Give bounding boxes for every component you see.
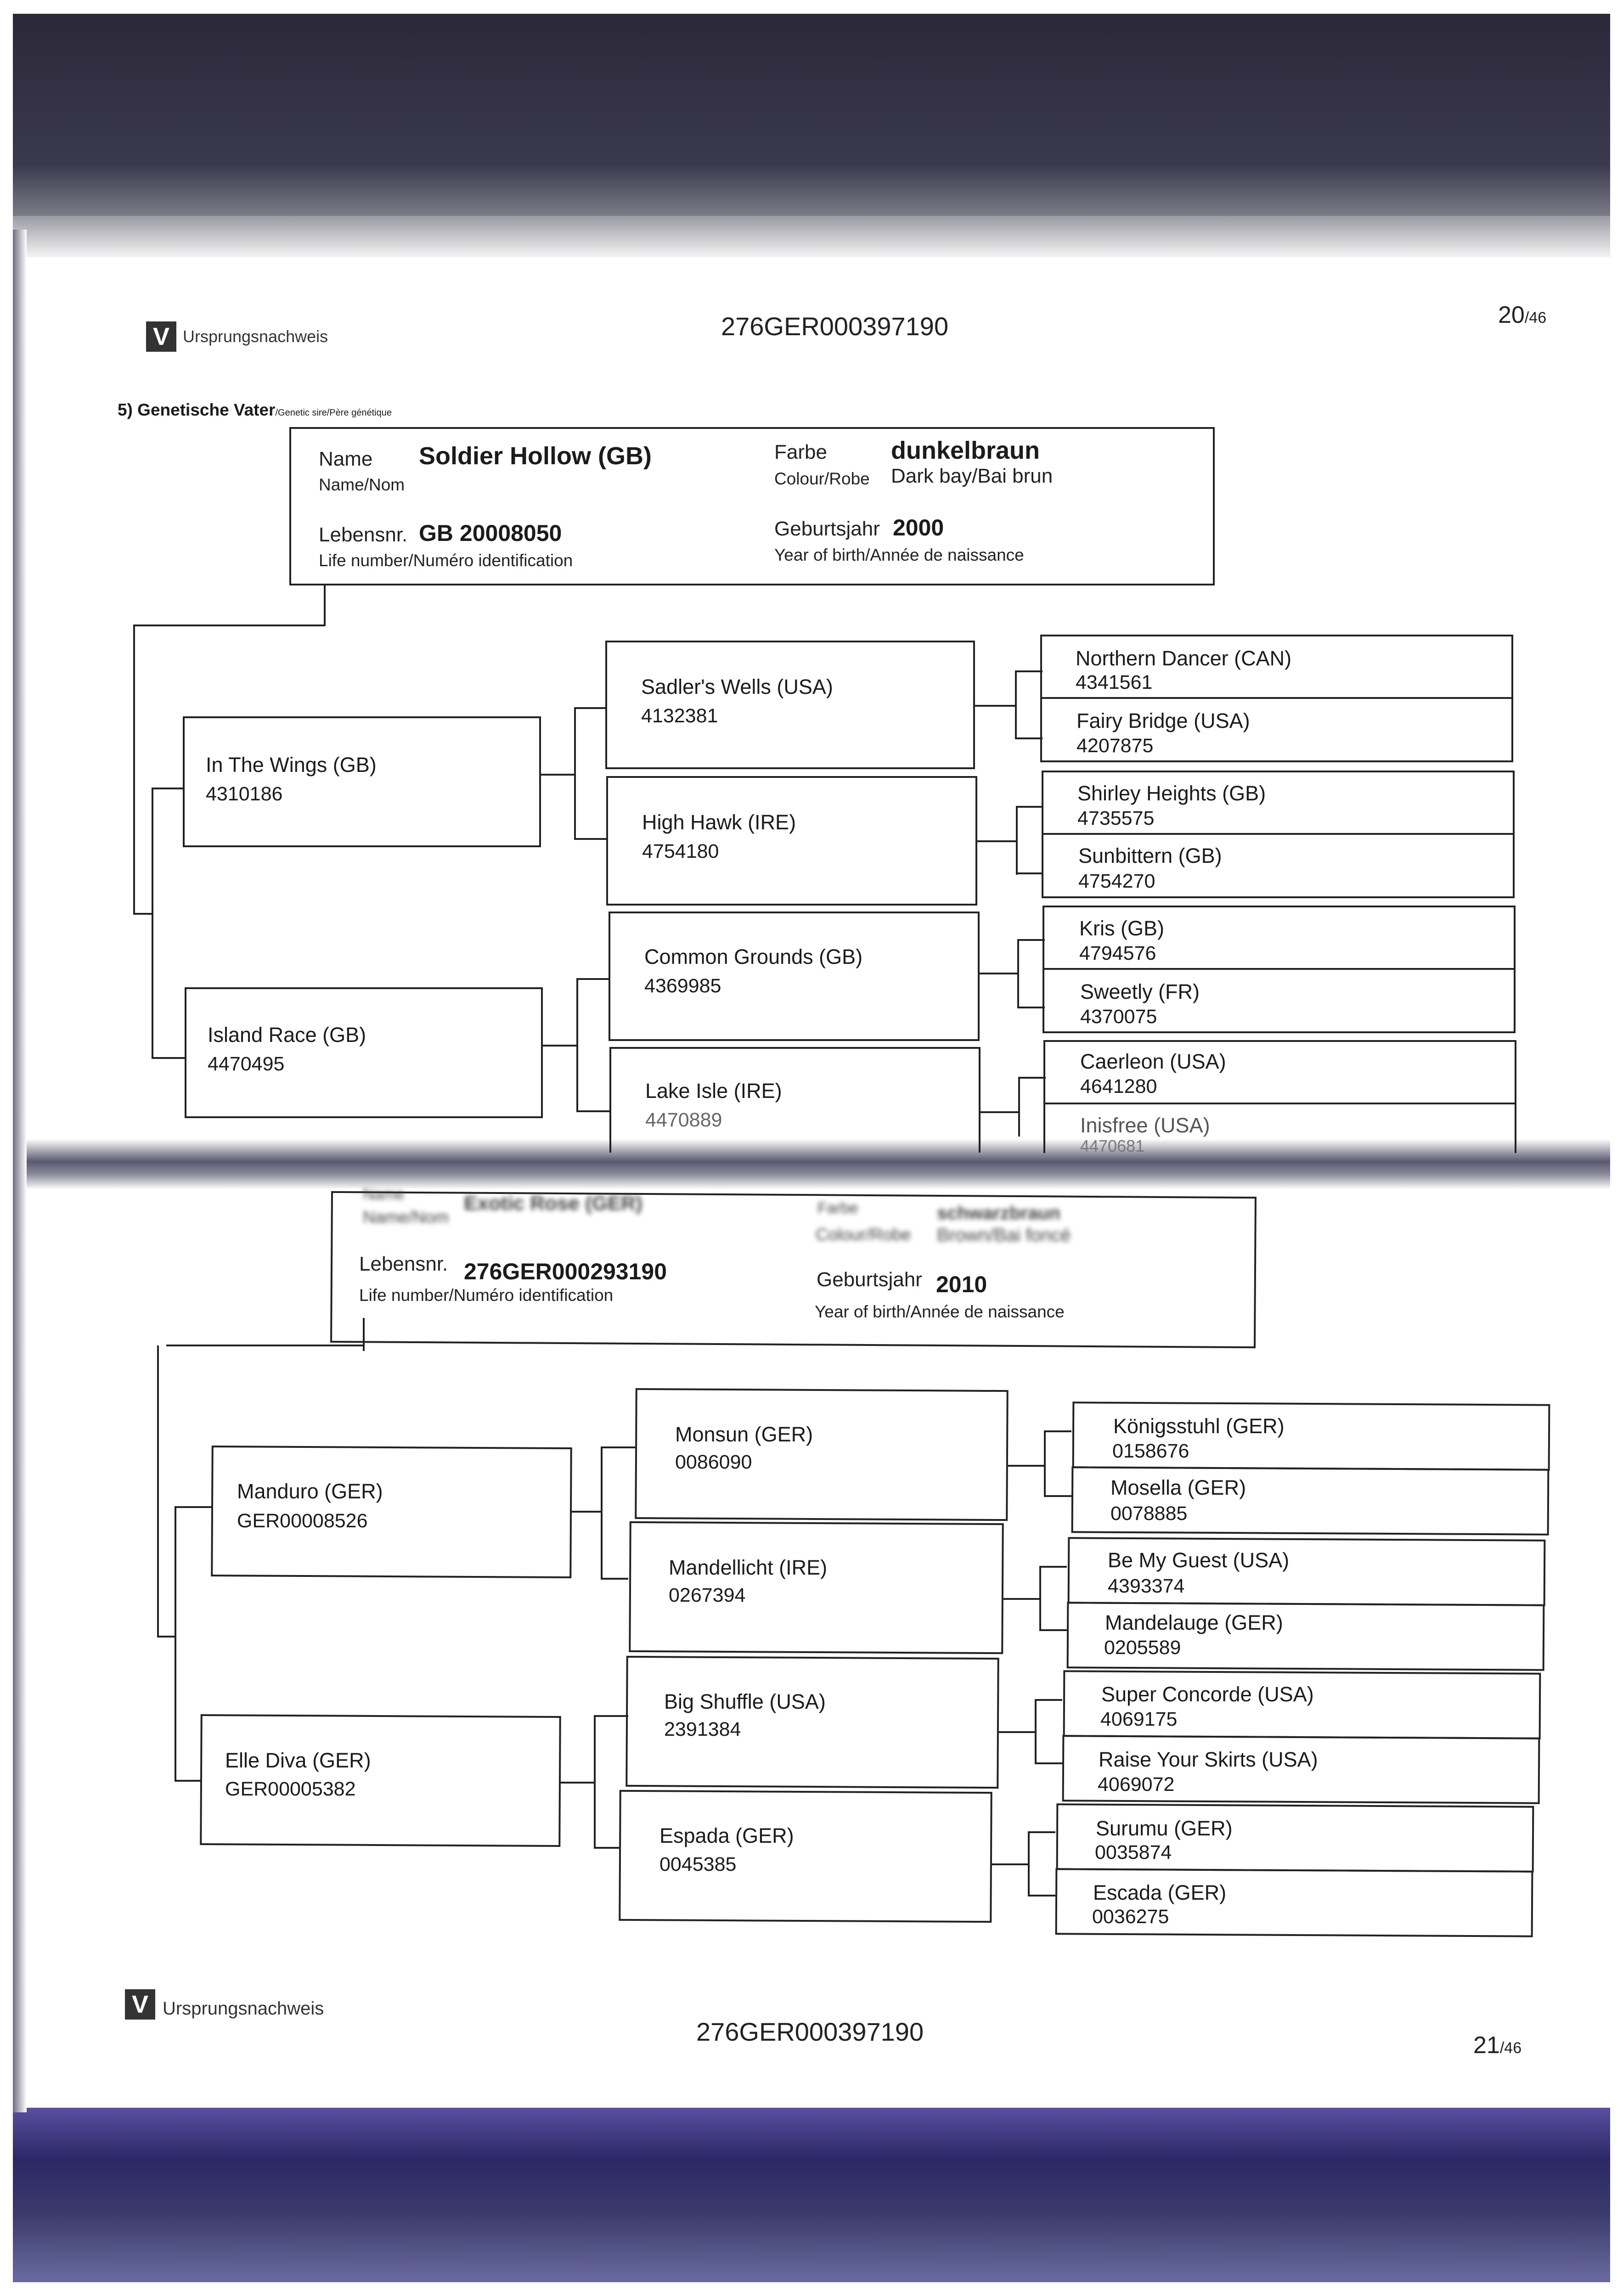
section-heading-main: 5) Genetische Vater bbox=[118, 400, 276, 419]
tree-line bbox=[157, 1345, 159, 1637]
dam-great-grandparent-number: 4069072 bbox=[1098, 1773, 1175, 1795]
sire-parent-number: 4470495 bbox=[208, 1053, 285, 1075]
sire-parent-name: Island Race (GB) bbox=[208, 1023, 366, 1047]
tree-line bbox=[1039, 1566, 1067, 1568]
tree-line bbox=[1008, 1465, 1046, 1467]
tree-line bbox=[574, 707, 576, 839]
sire-life-number: GB 20008050 bbox=[419, 520, 562, 546]
tree-line bbox=[1044, 1430, 1071, 1432]
tree-line bbox=[1018, 1077, 1020, 1137]
tree-line bbox=[601, 1578, 628, 1580]
sire-great-grandparent-name: Caerleon (USA) bbox=[1080, 1050, 1226, 1073]
dam-grandparent-number: 0267394 bbox=[669, 1584, 746, 1606]
sire-grandparent-number: 4132381 bbox=[641, 705, 718, 727]
tree-line bbox=[324, 585, 326, 626]
tree-line bbox=[175, 1506, 176, 1782]
tree-line bbox=[152, 788, 153, 1058]
tree-line bbox=[1015, 670, 1043, 672]
tree-line bbox=[576, 1110, 609, 1112]
sire-great-grandparent-name: Northern Dancer (CAN) bbox=[1076, 647, 1292, 670]
dam-parent-number: GER00008526 bbox=[237, 1510, 368, 1532]
tree-line bbox=[574, 838, 607, 840]
sire-great-grandparent-number: 4341561 bbox=[1076, 671, 1153, 693]
tree-line bbox=[175, 1506, 212, 1508]
dam-birth-label-sub: Year of birth/Année de naissance bbox=[815, 1302, 1065, 1321]
sire-parent-number: 4310186 bbox=[206, 783, 283, 805]
sire-great-grandparent-number: 4754270 bbox=[1078, 870, 1155, 892]
dam-great-grandparent-name: Mandelauge (GER) bbox=[1105, 1611, 1283, 1634]
dam-birth-year: 2010 bbox=[936, 1272, 987, 1297]
dam-grandparent-name: Mandellicht (IRE) bbox=[669, 1556, 828, 1579]
sire-name-label-sub: Name/Nom bbox=[319, 475, 405, 494]
tree-line bbox=[980, 973, 1019, 974]
sire-life-label: Lebensnr. bbox=[319, 523, 408, 546]
dam-life-label-sub: Life number/Numéro identification bbox=[359, 1286, 614, 1305]
tree-line bbox=[1017, 1007, 1045, 1008]
tree-line bbox=[999, 1731, 1037, 1733]
page-number-value: 21 bbox=[1473, 2032, 1500, 2059]
tree-line bbox=[1003, 1598, 1041, 1600]
tree-line bbox=[133, 913, 152, 915]
dam-name: Exotic Rose (GER) bbox=[464, 1192, 642, 1215]
sire-name-label: Name bbox=[319, 448, 373, 470]
dam-great-grandparent-number: 0078885 bbox=[1110, 1503, 1188, 1525]
dam-colour-en: Brown/Bai foncé bbox=[937, 1225, 1071, 1245]
tree-line bbox=[1028, 1831, 1055, 1833]
tree-line bbox=[152, 788, 184, 789]
tree-line bbox=[975, 705, 1016, 707]
tree-line bbox=[977, 840, 1017, 842]
sire-great-grandparent-name: Fairy Bridge (USA) bbox=[1076, 709, 1250, 732]
dam-life-label: Lebensnr. bbox=[359, 1253, 448, 1275]
sire-grandparent-name: Lake Isle (IRE) bbox=[645, 1079, 782, 1103]
dam-name-label-sub: Name/Nom bbox=[363, 1208, 449, 1227]
sire-great-grandparent-name: Sunbittern (GB) bbox=[1078, 844, 1222, 867]
dam-great-grandparent-number: 0036275 bbox=[1092, 1906, 1169, 1928]
sire-birth-label-sub: Year of birth/Année de naissance bbox=[774, 546, 1024, 564]
sire-birth-label: Geburtsjahr bbox=[774, 518, 880, 540]
sire-grandparent-name: Common Grounds (GB) bbox=[644, 945, 863, 968]
tree-line bbox=[1039, 1629, 1067, 1631]
scanner-bottom-band bbox=[13, 2108, 1610, 2282]
sire-parent-name: In The Wings (GB) bbox=[206, 753, 377, 777]
page-top-edge bbox=[13, 216, 1610, 257]
dam-parent-number: GER00005382 bbox=[225, 1778, 356, 1800]
dam-colour: schwarzbraun bbox=[937, 1203, 1060, 1223]
document-number-bottom: 276GER000397190 bbox=[696, 2017, 924, 2046]
tree-line bbox=[1016, 806, 1018, 875]
dam-grandparent-name: Monsun (GER) bbox=[675, 1423, 813, 1446]
dam-birth-label: Geburtsjahr bbox=[817, 1268, 922, 1291]
tree-line bbox=[1035, 1699, 1062, 1701]
tree-line bbox=[1044, 1495, 1071, 1497]
tree-line bbox=[543, 1045, 577, 1047]
sire-parent-box bbox=[183, 716, 541, 847]
sire-grandparent-number: 4470889 bbox=[645, 1109, 722, 1131]
sire-great-grandparent-name: Inisfree (USA) bbox=[1080, 1114, 1210, 1137]
tree-line bbox=[1044, 1430, 1046, 1497]
sire-great-grandparent-name: Shirley Heights (GB) bbox=[1077, 782, 1266, 805]
dam-grandparent-number: 2391384 bbox=[664, 1718, 741, 1740]
tree-line bbox=[152, 1057, 185, 1059]
tree-line bbox=[981, 1111, 1020, 1113]
section-heading-sub: /Genetic sire/Père génétique bbox=[275, 408, 392, 418]
scanner-top-band bbox=[13, 14, 1610, 230]
sire-colour-label-sub: Colour/Robe bbox=[774, 469, 870, 488]
sire-great-grandparent-number: 4735575 bbox=[1077, 807, 1155, 829]
page-number-top bbox=[1498, 301, 1546, 329]
tree-line bbox=[1039, 1566, 1041, 1631]
dam-great-grandparent-name: Mosella (GER) bbox=[1110, 1476, 1246, 1499]
dam-great-grandparent-number: 0035874 bbox=[1095, 1841, 1172, 1863]
tree-line bbox=[594, 1715, 628, 1717]
dam-great-grandparent-name: Raise Your Skirts (USA) bbox=[1099, 1748, 1318, 1771]
page-total: /46 bbox=[1524, 309, 1547, 326]
tree-line bbox=[561, 1782, 595, 1784]
sire-colour: dunkelbraun bbox=[891, 437, 1040, 464]
left-edge-shadow bbox=[13, 230, 27, 2112]
sire-great-grandparent-number: 4207875 bbox=[1076, 735, 1154, 757]
dam-grandparent-number: 0045385 bbox=[659, 1853, 737, 1875]
dam-parent-name: Elle Diva (GER) bbox=[225, 1749, 371, 1772]
tree-line bbox=[1035, 1699, 1037, 1764]
tree-line bbox=[1028, 1895, 1055, 1896]
sire-great-grandparent-name: Kris (GB) bbox=[1079, 917, 1164, 940]
sire-birth-year: 2000 bbox=[893, 515, 944, 540]
tree-line bbox=[541, 774, 575, 776]
tree-line bbox=[594, 1847, 619, 1849]
page-total: /46 bbox=[1499, 2039, 1522, 2057]
sire-grandparent-name: High Hawk (IRE) bbox=[642, 810, 796, 834]
dam-great-grandparent-name: Super Concorde (USA) bbox=[1101, 1683, 1314, 1706]
tree-line bbox=[133, 625, 325, 626]
tree-line bbox=[1017, 939, 1045, 941]
dam-great-grandparent-number: 4069175 bbox=[1100, 1708, 1178, 1730]
dam-great-grandparent-name: Surumu (GER) bbox=[1096, 1817, 1233, 1840]
page-number-value: 20 bbox=[1498, 302, 1525, 328]
brand-name-top: Ursprungsnachweis bbox=[183, 327, 328, 346]
document-number-top: 276GER000397190 bbox=[721, 312, 949, 341]
tree-line bbox=[574, 707, 606, 709]
tree-line bbox=[601, 1446, 635, 1448]
sire-great-grandparent-number: 4641280 bbox=[1080, 1075, 1157, 1097]
tree-line bbox=[1017, 939, 1019, 1008]
dam-name-label: Name bbox=[363, 1186, 405, 1203]
tree-line bbox=[576, 978, 578, 1112]
brand-logo-bottom: V bbox=[125, 1989, 155, 2020]
tree-line bbox=[576, 978, 609, 980]
tree-line bbox=[992, 1863, 1030, 1865]
brand-name-bottom: Ursprungsnachweis bbox=[163, 1998, 324, 2019]
page-number-bottom bbox=[1473, 2032, 1522, 2059]
dam-great-grandparent-name: Be My Guest (USA) bbox=[1108, 1548, 1290, 1572]
section-heading bbox=[118, 400, 392, 420]
tree-line bbox=[1018, 1077, 1046, 1079]
tree-line bbox=[133, 625, 135, 914]
tree-line bbox=[1035, 1762, 1062, 1764]
dam-parent-name: Manduro (GER) bbox=[237, 1480, 383, 1503]
dam-great-grandparent-number: 0205589 bbox=[1104, 1637, 1181, 1659]
tree-line bbox=[166, 1345, 365, 1346]
tree-line bbox=[1016, 872, 1043, 874]
dam-colour-label-sub: Colour/Robe bbox=[816, 1225, 911, 1244]
dam-great-grandparent-name: Königsstuhl (GER) bbox=[1113, 1414, 1285, 1438]
tree-line bbox=[1015, 737, 1043, 739]
dam-great-grandparent-number: 0158676 bbox=[1112, 1440, 1189, 1462]
sire-life-label-sub: Life number/Numéro identification bbox=[319, 551, 573, 570]
sire-grandparent-number: 4754180 bbox=[642, 840, 719, 862]
dam-great-grandparent-name: Escada (GER) bbox=[1093, 1881, 1227, 1904]
sire-grandparent-number: 4369985 bbox=[644, 975, 721, 997]
sire-colour-en: Dark bay/Bai brun bbox=[891, 465, 1053, 487]
sire-great-grandparent-number: 4370075 bbox=[1080, 1006, 1157, 1028]
tree-line bbox=[175, 1780, 202, 1782]
sire-great-grandparent-number: 4470681 bbox=[1080, 1137, 1145, 1155]
tree-line bbox=[1016, 806, 1043, 808]
sire-colour-label: Farbe bbox=[774, 441, 827, 463]
sire-name: Soldier Hollow (GB) bbox=[419, 442, 652, 470]
sire-great-grandparent-name: Sweetly (FR) bbox=[1080, 980, 1200, 1003]
dam-life-number: 276GER000293190 bbox=[464, 1259, 667, 1284]
tree-line bbox=[1028, 1831, 1030, 1896]
dam-great-grandparent-number: 4393374 bbox=[1108, 1575, 1185, 1597]
tree-line bbox=[601, 1446, 603, 1580]
tree-line bbox=[594, 1715, 596, 1848]
dam-grandparent-number: 0086090 bbox=[675, 1451, 752, 1473]
tree-line bbox=[572, 1511, 602, 1513]
brand-logo-top: V bbox=[146, 321, 176, 352]
dam-grandparent-name: Big Shuffle (USA) bbox=[664, 1690, 826, 1713]
tree-line bbox=[157, 1636, 175, 1638]
tree-line bbox=[1015, 670, 1017, 739]
sire-grandparent-name: Sadler's Wells (USA) bbox=[641, 675, 833, 698]
dam-colour-label: Farbe bbox=[817, 1199, 858, 1217]
dam-grandparent-name: Espada (GER) bbox=[659, 1824, 794, 1847]
sire-great-grandparent-number: 4794576 bbox=[1079, 942, 1156, 964]
